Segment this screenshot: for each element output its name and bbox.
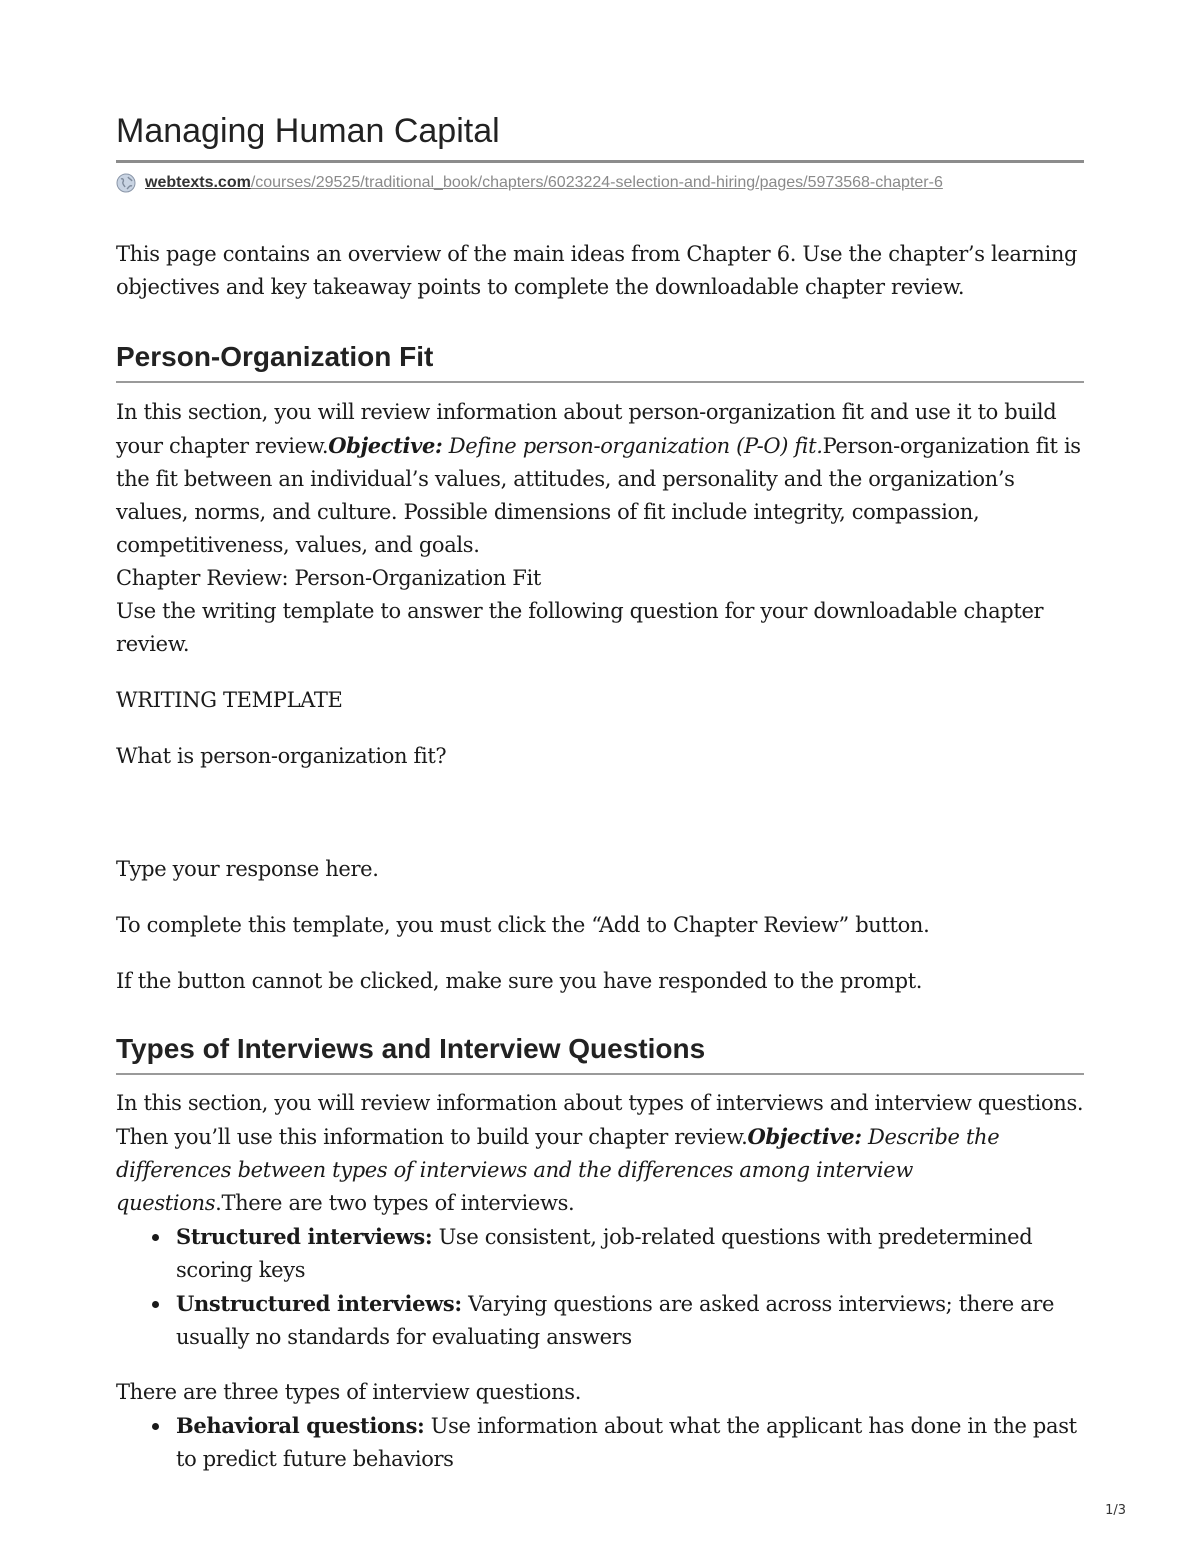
list-item: Unstructured interviews: Varying questions are asked across interviews; there are usually no standards for evaluating answers bbox=[176, 1287, 1084, 1354]
objective-text: Define person-organization (P-O) fit. bbox=[448, 434, 823, 458]
objective-label: Objective: bbox=[747, 1124, 862, 1149]
section1-paragraph: In this section, you will review information about person-organization fit and use it to build your chapter review.Objective: Define person-organization (P-O) fit.Person-organization fit is the fit between an individual’s values, attitudes, and personality and the organization’s values, norms, and culture. Possible dimensions of fit include integrity, compassion, competitiveness, values, and goals. bbox=[116, 400, 1081, 557]
list-item: Behavioral questions: Use information about what the applicant has done in the past to predict future behaviors bbox=[176, 1409, 1084, 1476]
question-types-list bbox=[116, 1409, 1084, 1476]
chapter-review-title: Chapter Review: Person-Organization Fit bbox=[116, 566, 541, 590]
page-title: Managing Human Capital bbox=[116, 112, 500, 150]
complete-note: To complete this template, you must click the “Add to Chapter Review” button. bbox=[116, 913, 930, 937]
section-divider bbox=[116, 1073, 1084, 1075]
source-url-link[interactable]: webtexts.com/courses/29525/traditional_book/chapters/6023224-selection-and-hiring/pages/5973568-chapter-6 bbox=[145, 174, 943, 191]
source-url-row bbox=[116, 171, 1084, 195]
template-question: What is person-organization fit? bbox=[116, 744, 447, 768]
section-heading-types-of-interviews: Types of Interviews and Interview Questions bbox=[116, 1033, 706, 1064]
page-number: 1/3 bbox=[1105, 1503, 1126, 1518]
section-heading-person-organization-fit: Person-Organization Fit bbox=[116, 341, 434, 372]
writing-template-label: WRITING TEMPLATE bbox=[116, 688, 343, 712]
globe-icon bbox=[116, 173, 136, 193]
title-divider bbox=[116, 160, 1084, 163]
questions-intro: There are three types of interview questions. bbox=[116, 1380, 582, 1404]
interview-types-list bbox=[116, 1220, 1084, 1354]
list-item: Structured interviews: Use consistent, job-related questions with predetermined scoring keys bbox=[176, 1220, 1084, 1287]
intro-paragraph: This page contains an overview of the main ideas from Chapter 6. Use the chapter’s learning objectives and key takeaway points to complete the downloadable chapter review. bbox=[116, 242, 1078, 299]
button-note: If the button cannot be clicked, make sure you have responded to the prompt. bbox=[116, 969, 923, 993]
section-divider bbox=[116, 381, 1084, 383]
chapter-review-instruction: Use the writing template to answer the following question for your downloadable chapter review. bbox=[116, 599, 1044, 656]
document-page bbox=[116, 108, 1084, 1476]
section2-paragraph: In this section, you will review information about types of interviews and interview questions. Then you’ll use this information to build your chapter review.Objective: Describe the differences between types of interviews and the differences among interview questions.There are two types of interviews. bbox=[116, 1091, 1084, 1215]
objective-text: Describe the differences between types of interviews and the differences among interview questions bbox=[116, 1125, 1000, 1215]
response-field[interactable]: Type your response here. bbox=[116, 857, 379, 881]
objective-label: Objective: bbox=[328, 433, 443, 458]
